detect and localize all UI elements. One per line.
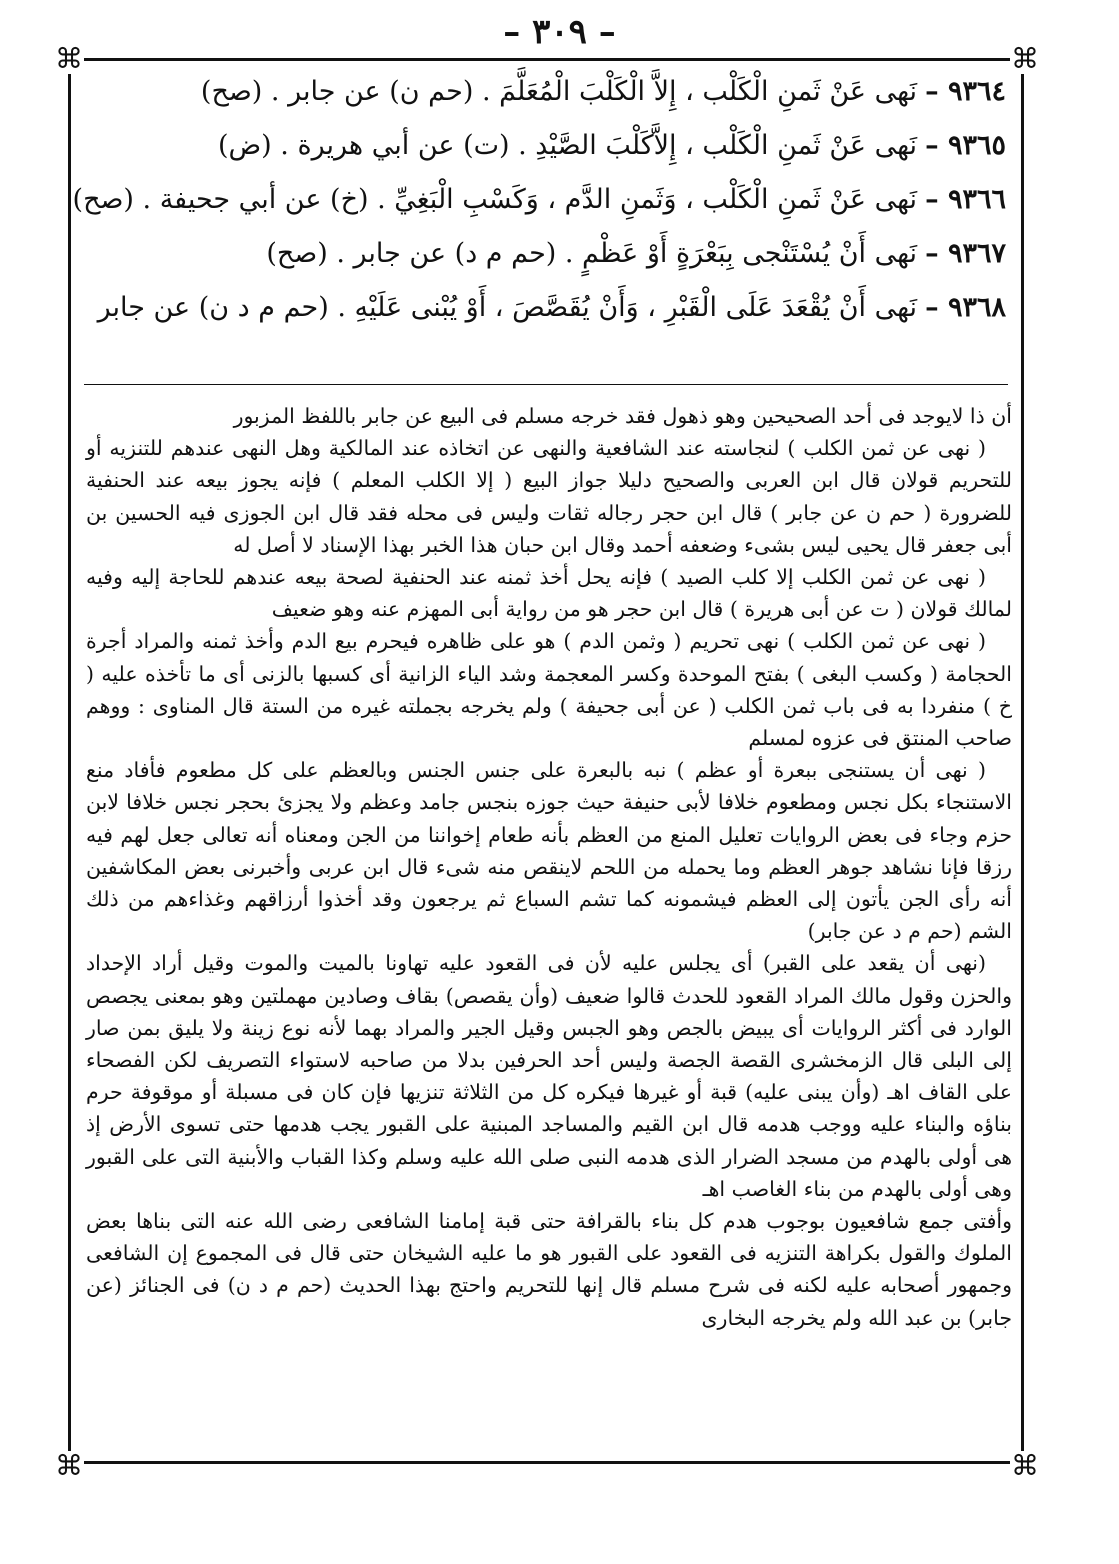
corner-ornament-icon: ⌘ [55, 1449, 83, 1482]
hadith-number: ٩٣٦٤ – [925, 76, 1006, 107]
commentary-paragraph: أن ذا لايوجد فى أحد الصحيحين وهو ذهول فقد خرجه مسلم فى البيع عن جابر باللفظ المزبور [233, 404, 1012, 428]
commentary-paragraph: ( نهى أن يستنجى ببعرة أو عظم ) نبه بالبعرة على جنس الجنس وبالعظم على كل مطعوم فأفاد منع الاستنجاء بكل نجس ومطعوم خلافا لأبى حنيفة حيث جوزه بنجس جامد وعظم ولا يجزئ بحجر نجس خلافا لابن حزم وجاء فى بعض الروايات تعليل المنع من العظم بأنه طعام إخواننا من الجن ومعناه أنه تعالى جعل لهم فيه رزقا فإنا نشاهد جوهر العظم وما يحمله من اللحم لاينقص منه شىء قال ابن عربى وأخبرنى بعض المكاشفين أنه رأى الجن يأتون إلى العظم فيشمونه كما تشم السباع ثم يرجعون وقد أخذوا أرزاقهم وغذاءهم من ذلك الشم (حم م د عن جابر) [86, 758, 1012, 944]
corner-ornament-icon: ⌘ [1011, 42, 1039, 75]
commentary-paragraph: ( نهى عن ثمن الكلب ) نهى تحريم ( وثمن الدم ) هو على ظاهره فيحرم بيع الدم وأخذ ثمنه والمراد أجرة الحجامة ( وكسب البغى ) بفتح الموحدة وكسر المعجمة وشد الياء الزانية أى كسبها بالزنى أى ما تأخذه عليه ( خ ) منفردا به فى باب ثمن الكلب ( عن أبى جحيفة ) ولم يخرجه بجملته غيره من الستة قال المناوى : ووهم صاحب المنتق فى عزوه لمسلم [86, 629, 1012, 751]
commentary-paragraph: ( نهى عن ثمن الكلب ) لنجاسته عند الشافعية والنهى عن اتخاذه عند المالكية وهل النهى عندهم للتنزيه أو للتحريم قولان قال ابن العربى والصحيح دليلا جواز البيع ( إلا الكلب المعلم ) فإنه يجوز بيعه عند الحنفية للضرورة ( حم ن عن جابر ) قال ابن حجر رجاله ثقات وليس فى محله فقد قال ابن الجوزى فيه الحسين بن أبى جعفر قال يحيى ليس بشىء وضعفه أحمد وقال ابن حبان هذا الخبر بهذا الإسناد لا أصل له [86, 436, 1012, 557]
hadith-number: ٩٣٦٨ – [925, 292, 1006, 323]
commentary-paragraph: (نهى أن يقعد على القبر) أى يجلس عليه لأن فى القعود عليه تهاونا بالميت والموت وقيل أراد الإحداد والحزن وقول مالك المراد القعود للحدث قالوا ضعيف (وأن يقصص) بقاف وصادين مهملتين وهو بمعنى يجصص الوارد فى أكثر الروايات أى يبيض بالجص وهو الجبس وقيل الجير والمراد بهما لأنه نوع زينة ولا يليق بمن صار إلى البلى قال الزمخشرى القصة الجصة وليس أحد الحرفين بدلا من صاحبه لاستواء التصريف لكن الفصحاء على القاف اهـ (وأن يبنى عليه) قبة أو غيرها فيكره كل من الثلاثة تنزيها فإن كان فى مسبلة أو موقوفة حرم بناؤه والبناء عليه ووجب هدمه قال ابن القيم والمساجد المبنية على القبور يجب هدمها حتى تسوى الأرض إذ هى أولى بالهدم من مسجد الضرار الذى هدمه النبى صلى الله عليه وسلم وكذا القباب والأبنية التى على القبور وهى أولى بالهدم من بناء الغاصب اهـ [86, 951, 1012, 1201]
hadith-entry [86, 292, 1006, 346]
section-divider [84, 384, 1008, 385]
hadith-text: نَهى عَنْ ثَمنِ الْكَلْب ، إِلاَّ الْكَلْبَ الْمُعَلَّمَ . (حم ن) عن جابر . (صح) [200, 76, 918, 107]
hadith-number: ٩٣٦٧ – [925, 238, 1006, 269]
hadith-entry [86, 76, 1006, 130]
hadith-entry [86, 130, 1006, 184]
hadith-text: نَهى أَنْ يُقْعَدَ عَلَى الْقَبْرِ ، وَأَنْ يُقَصَّصَ ، أَوْ يُبْنى عَلَيْهِ . (حم م د ن) عن جابر [97, 292, 918, 323]
commentary-paragraph: وأفتى جمع شافعيون بوجوب هدم كل بناء بالقرافة حتى قبة إمامنا الشافعى رضى الله عنه التى بناها بعض الملوك والقول بكراهة التنزيه فى القعود على القبور هو ما عليه الشيخان حتى قال فى المجموع إن الشافعى وجمهور أصحابه عليه لكنه فى شرح مسلم قال إنها للتحريم واحتج بهذا الحديث (حم م د ن) فى الجنائز (عن جابر) بن عبد الله ولم يخرجه البخارى [86, 1209, 1012, 1330]
hadith-number: ٩٣٦٦ – [925, 184, 1006, 215]
hadith-entry [86, 238, 1006, 292]
commentary-section [86, 400, 1012, 1334]
corner-ornament-icon: ⌘ [55, 42, 83, 75]
hadith-entry [72, 184, 1006, 238]
hadith-text: نَهى عَنْ ثَمنِ الْكَلْب ، وَثَمنِ الدَّم ، وَكَسْبِ الْبَغِيِّ . (خ) عن أبي جحيفة . (صح) [72, 184, 918, 215]
commentary-paragraph: ( نهى عن ثمن الكلب إلا كلب الصيد ) فإنه يحل أخذ ثمنه عند الحنفية لصحة بيعه عندهم للحاجة إليه وفيه لمالك قولان ( ت عن أبى هريرة ) قال ابن حجر هو من رواية أبى المهزم عنه وهو ضعيف [86, 565, 1012, 622]
page-number: – ٣٠٩ – [503, 12, 616, 52]
hadith-number: ٩٣٦٥ – [925, 130, 1006, 161]
hadith-list [72, 76, 1006, 346]
hadith-text: نَهى عَنْ ثَمنِ الْكَلْب ، إِلاَّكَلْبَ الصَّيْدِ . (ت) عن أبي هريرة . (ض) [217, 130, 918, 161]
hadith-text: نَهى أَنْ يُسْتَنْجى بِبَعْرَةٍ أَوْ عَظْمٍ . (حم م د) عن جابر . (صح) [266, 238, 918, 269]
corner-ornament-icon: ⌘ [1011, 1449, 1039, 1482]
